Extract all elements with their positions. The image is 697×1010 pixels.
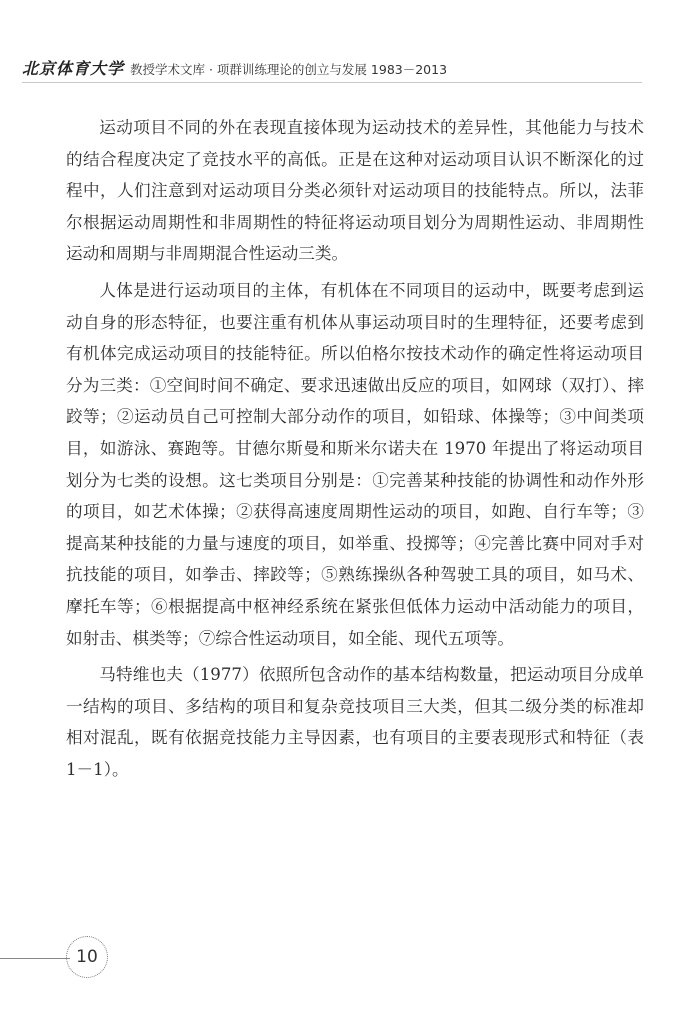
- running-header: [22, 56, 642, 83]
- body-text: [66, 112, 644, 790]
- university-logo-text: 北京体育大学: [22, 59, 125, 78]
- paragraph-2: 人体是进行运动项目的主体，有机体在不同项目的运动中，既要考虑到运动自身的形态特征，也要注重有机体从事运动项目时的生理特征，还要考虑到有机体完成运动项目的技能特征。所以伯格尔按技术动作的确定性将运动项目分为三类：①空间时间不确定、要求迅速做出反应的项目，如网球（双打）、摔跤等；②运动员自己可控制大部分动作的项目，如铅球、体操等；③中间类项目，如游泳、赛跑等。甘德尔斯曼和斯米尔诺夫在 1970 年提出了将运动项目划分为七类的设想。这七类项目分别是：①完善某种技能的协调性和动作外形的项目，如艺术体操；②获得高速度周期性运动的项目，如跑、自行车等；③提高某种技能的力量与速度的项目，如举重、投掷等；④完善比赛中同对手对抗技能的项目，如拳击、摔跤等；⑤熟练操纵各种驾驶工具的项目，如马术、摩托车等；⑥根据提高中枢神经系统在紧张但低体力运动中活动能力的项目，如射击、棋类等；⑦综合性运动项目，如全能、现代五项等。: [66, 280, 644, 648]
- paragraph-3: 马特维也夫（1977）依照所包含动作的基本结构数量，把运动项目分成单一结构的项目、多结构的项目和复杂竞技项目三大类，但其二级分类的标准却相对混乱，既有依据竞技能力主导因素，也有项目的主要表现形式和特征（表 1－1）。: [66, 665, 644, 779]
- page-number-badge: [66, 936, 108, 978]
- paragraph-1: 运动项目不同的外在表现直接体现为运动技术的差异性，其他能力与技术的结合程度决定了竞技水平的高低。正是在这种对运动项目认识不断深化的过程中，人们注意到对运动项目分类必须针对运动项目的技能特点。所以，法菲尔根据运动周期性和非周期性的特征将运动项目划分为周期性运动、非周期性运动和周期与非周期混合性运动三类。: [66, 118, 644, 264]
- page-number-rule: [0, 958, 70, 959]
- series-book-title: 教授学术文库 · 项群训练理论的创立与发展 1983－2013: [130, 62, 448, 77]
- page-number: 10: [76, 947, 98, 967]
